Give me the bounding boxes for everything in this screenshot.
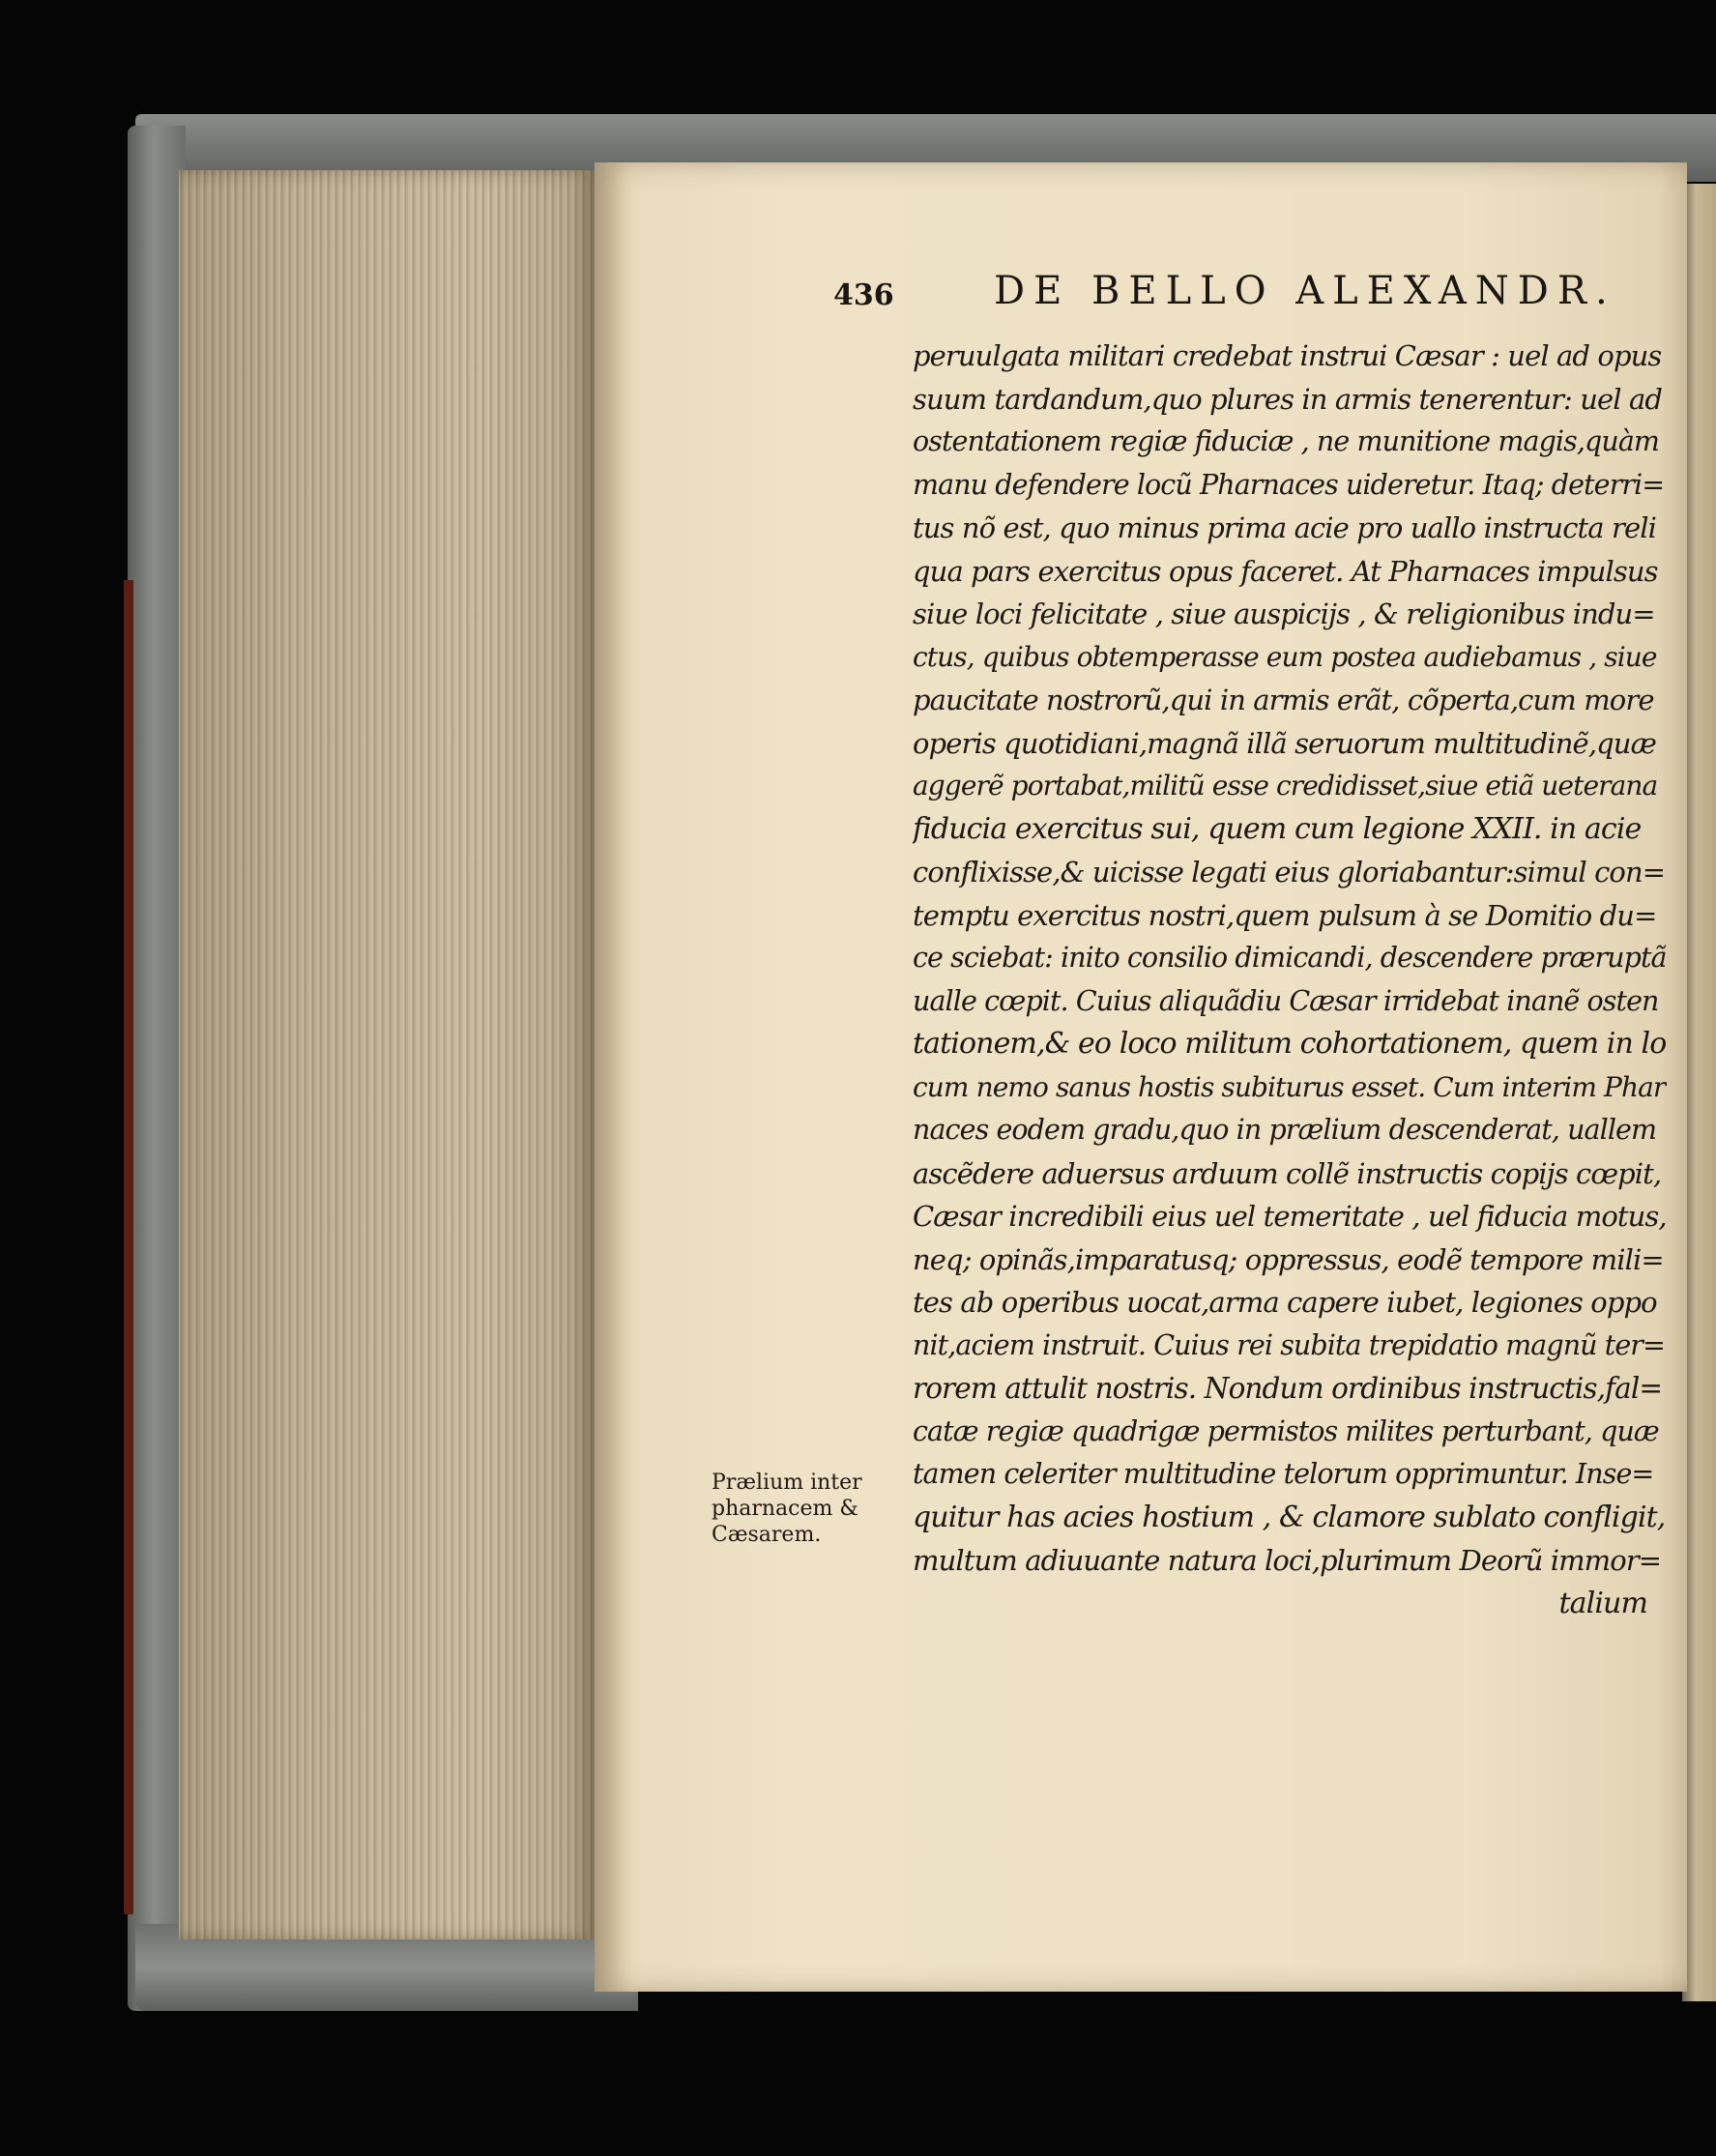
text-line: conflixisse,& uicisse legati eius gloriabantur:simul con= bbox=[913, 856, 1666, 889]
text-line: siue loci felicitate , siue auspicijs , & religionibus indu= bbox=[913, 597, 1655, 630]
text-line: temptu exercitus nostri,quem pulsum à se Domitio du= bbox=[913, 898, 1657, 932]
page-block-edges bbox=[179, 170, 595, 1939]
text-line: ce sciebat: inito consilio dimicandi, descendere præruptã bbox=[913, 942, 1667, 974]
margin-note bbox=[712, 1470, 915, 1566]
text-line: tationem,& eo loco militum cohortationem, quem in lo bbox=[913, 1027, 1667, 1061]
text-line: catæ regiæ quadrigæ permistos milites perturbant, quæ bbox=[913, 1414, 1659, 1447]
text-line: tes ab operibus uocat,arma capere iubet, legiones oppo bbox=[913, 1286, 1657, 1319]
text-line: naces eodem gradu,quo in prælium descenderat, uallem bbox=[913, 1114, 1657, 1146]
book-cover-left bbox=[128, 126, 186, 2011]
text-line: qua pars exercitus opus faceret. At Pharnaces impulsus bbox=[913, 554, 1658, 588]
text-line: ctus, quibus obtemperasse eum postea audiebamus , siue bbox=[913, 640, 1657, 673]
facing-page-edge bbox=[1682, 184, 1716, 2001]
text-line: Cæsar incredibili eius uel temeritate , uel fiducia motus, bbox=[913, 1200, 1667, 1233]
text-line: tus nõ est, quo minus prima acie pro uallo instructa reli bbox=[913, 511, 1656, 544]
text-line: manu defendere locũ Pharnaces uideretur. Itaq; deterri= bbox=[913, 468, 1665, 501]
text-line: paucitate nostrorũ,qui in armis erãt, cõperta,cum more bbox=[913, 684, 1654, 716]
margin-note-line: Cæsarem. bbox=[712, 1523, 822, 1547]
running-head bbox=[831, 269, 1616, 317]
text-line: neq; opinãs,imparatusq; oppressus, eodẽ tempore mili= bbox=[913, 1242, 1664, 1276]
text-line: ascẽdere aduersus arduum collẽ instructis copijs cœpit, bbox=[913, 1156, 1662, 1190]
text-line: peruulgata militari credebat instrui Cæsar : uel ad opus bbox=[913, 339, 1662, 372]
book-spine bbox=[124, 580, 133, 1914]
text-line: quitur has acies hostium , & clamore sublato confligit, bbox=[913, 1500, 1666, 1534]
text-line: multum adiuuante natura loci,plurimum Deorũ immor= bbox=[913, 1544, 1662, 1577]
body-text bbox=[913, 335, 1667, 1707]
text-line: tamen celeriter multitudine telorum opprimuntur. Inse= bbox=[913, 1458, 1654, 1490]
text-line: aggerẽ portabat,militũ esse credidisset,siue etiã ueterana bbox=[913, 770, 1658, 801]
running-head-title: DE BELLO ALEXANDR. bbox=[994, 269, 1616, 313]
page-number: 436 bbox=[833, 278, 894, 312]
text-line: rorem attulit nostris. Nondum ordinibus instructis,fal= bbox=[913, 1372, 1663, 1405]
text-line: talium bbox=[1558, 1586, 1647, 1620]
text-line: operis quotidiani,magnã illã seruorum multitudinẽ,quæ bbox=[913, 726, 1656, 760]
margin-note-line: Prælium inter bbox=[712, 1471, 862, 1495]
text-line: suum tardandum,quo plures in armis tenerentur: uel ad bbox=[913, 382, 1663, 416]
text-line: nit,aciem instruit. Cuius rei subita trepidatio magnũ ter= bbox=[913, 1328, 1666, 1361]
margin-note-line: pharnacem & bbox=[712, 1497, 858, 1521]
text-line: fiducia exercitus sui, quem cum legione XXII. in acie bbox=[913, 811, 1642, 846]
text-line: ualle cœpit. Cuius aliquãdiu Cæsar irridebat inanẽ osten bbox=[913, 984, 1659, 1017]
text-line: ostentationem regiæ fiduciæ , ne munitione magis,quàm bbox=[913, 425, 1660, 457]
text-line: cum nemo sanus hostis subiturus esset. Cum interim Phar bbox=[913, 1070, 1666, 1103]
